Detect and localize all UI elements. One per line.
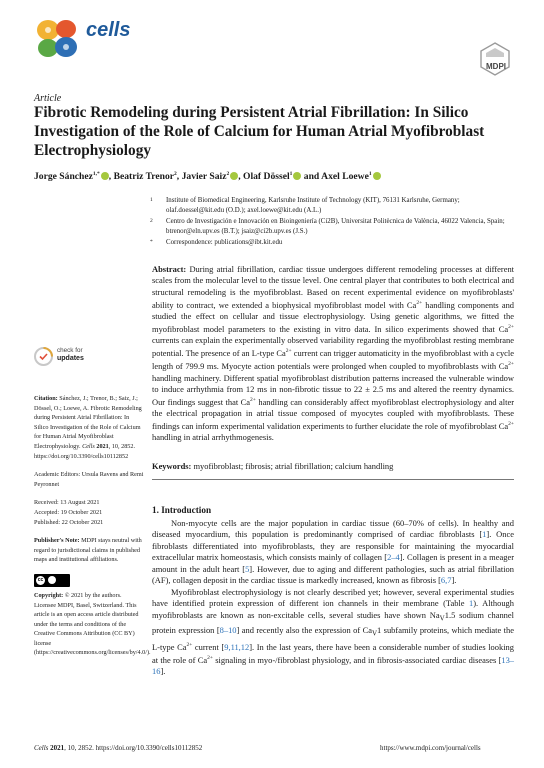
publisher-name: MDPI — [486, 62, 506, 71]
published-date: Published: 22 October 2021 — [34, 518, 104, 526]
body-text: ]. Collagen is present in a meager amount in the adult heart [ — [152, 552, 514, 574]
author-name: Beatriz Trenor — [113, 171, 175, 183]
affiliation-mark: 1 — [150, 197, 153, 203]
abstract-text: During atrial fibrillation, cardiac tissue undergoes different remodeling processes at different scales from the molecular level to the tissue level. One central player that contributes to both electrical and structural remodeling is the myofibroblast. Based on recent experimental evidence on myofibroblasts' ability to contract, we extended a biophysical myofibroblast model with Ca — [152, 264, 515, 310]
section-heading: 1. Introduction — [152, 505, 212, 515]
footer-year: 2021 — [50, 744, 65, 752]
academic-editors: Academic Editors: Ursula Ravens and Remi Peyronnet — [34, 471, 144, 488]
check-updates-icon — [34, 347, 53, 366]
publisher-note-label: Publisher's Note: — [34, 537, 80, 545]
paragraph — [152, 518, 514, 587]
superscript: 2+ — [207, 655, 213, 662]
superscript: 2+ — [186, 641, 193, 648]
abstract-text: handling components and studied the effect on cellular and tissue electrophysiology. Using genetic algorithms, we fitted the myofibroblast model parameters to the existing in vitro data. In silico experiments showed that Ca — [152, 299, 515, 334]
article-info-sidebar — [34, 394, 151, 667]
affiliation-mark: * — [150, 238, 153, 245]
author-name: Jorge Sánchez — [34, 171, 93, 183]
body-text: ] and recently also the expression of Ca — [236, 624, 372, 635]
received-date: Received: 13 August 2021 — [34, 499, 100, 507]
article-type: Article — [34, 93, 62, 104]
reference-link[interactable]: 2–4 — [387, 552, 400, 563]
body-text: ). Although myofibroblasts are known as non-excitable cells, several studies have shown Na — [152, 598, 514, 620]
accepted-date: Accepted: 19 October 2021 — [34, 508, 103, 516]
cells-logo-icon — [34, 16, 80, 60]
copyright-block — [34, 591, 151, 658]
dates-block — [34, 498, 144, 527]
body-text: ]. — [451, 575, 457, 586]
keywords-text: myofibroblast; fibrosis; atrial fibrillation; calcium handling — [193, 461, 394, 471]
body-text: 1.5 sodium channel protein expression [ — [152, 609, 514, 635]
check-updates-line: updates — [57, 354, 84, 362]
affiliation-text: Institute of Biomedical Engineering, Karlsruhe Institute of Technology (KIT), 76131 Karlsruhe, Germany; olaf.doessel@kit.edu (O.D.); axel.loewe@kit.edu (A.L.) — [166, 197, 460, 215]
mdpi-logo-icon — [478, 42, 512, 78]
superscript: 2+ — [285, 348, 292, 355]
footer-journal-url[interactable]: https://www.mdpi.com/journal/cells — [380, 744, 481, 752]
author-connector: and — [303, 171, 320, 183]
by-person-icon — [48, 576, 56, 584]
subscript: V — [439, 614, 445, 623]
body-text: signaling in myo-/fibroblast physiology, and in fibrosis-associated cardiac diseases [ — [212, 654, 502, 665]
citation-label: Citation: — [34, 395, 58, 402]
abstract-text: handling in atrial arrhythmogenesis. — [152, 432, 274, 443]
footer-journal: Cells — [34, 744, 49, 752]
affiliation-item — [150, 196, 514, 217]
footer-citation — [34, 744, 202, 752]
affiliation-text: Correspondence: publications@ibt.kit.edu — [166, 238, 283, 246]
body-text: ]. In the last years, there have been a considerable number of studies looking at the role of Ca — [152, 641, 514, 665]
article-title: Fibrotic Remodeling during Persistent Atrial Fibrillation: In Silico Investigation of the Role of Calcium for Human Atrial Myofibroblast Electrophysiology — [34, 104, 485, 159]
check-updates-text — [57, 347, 84, 362]
reference-link[interactable]: 1 — [482, 529, 487, 540]
author-name: Olaf Dössel — [243, 171, 290, 183]
cc-glyph: cc — [37, 576, 44, 583]
superscript: 2+ — [250, 397, 256, 403]
citation-journal: Cells — [82, 442, 95, 450]
affiliations — [150, 196, 514, 248]
check-updates-line: check for — [57, 347, 83, 354]
body-text: ]. However, due to aging and different pathologies, such as atrial fibrillation (AF), collagen deposit in the cardiac tissue is markedly increased, known as fibrosis [ — [152, 563, 514, 586]
citation-block — [34, 394, 144, 461]
journal-name: cells — [86, 19, 131, 41]
reference-link[interactable]: 13–16 — [152, 654, 514, 677]
citation-year: 2021 — [96, 442, 109, 450]
author-name: Axel Loewe — [321, 171, 369, 183]
orcid-icon[interactable] — [293, 172, 301, 180]
reference-link[interactable]: 8–10 — [219, 624, 237, 635]
orcid-icon[interactable] — [101, 172, 109, 180]
body-text: Myofibroblast electrophysiology is not clearly described yet; however, several experimental studies have identified protein expression of different ion channels in their membrane (Table — [152, 586, 514, 609]
reference-link[interactable]: 9,11,12 — [224, 641, 250, 652]
author-affiliation-mark: 2 — [226, 171, 230, 177]
paragraph — [152, 587, 514, 678]
table-link[interactable]: 1 — [468, 598, 474, 609]
body-text: Non-myocyte cells are the major population in cardiac tissue (60–70% of cells). In healthy and diseased myocardium, this population is predominantly comprised of cardiac fibroblasts [ — [152, 518, 514, 540]
author-affiliation-mark: 1 — [289, 171, 293, 177]
author-name: Javier Saiz — [181, 171, 227, 183]
reference-link[interactable]: 5 — [245, 563, 250, 574]
abstract-text: current can trigger automaticity in the myofibroblast with a cycle length of 799.9 ms. Myocyte action potentials were prolonged when coupled to myofibroblasts with Ca — [152, 348, 514, 372]
superscript: 2+ — [508, 361, 514, 368]
superscript: 2+ — [416, 299, 423, 306]
superscript: 2+ — [508, 324, 514, 331]
keywords — [152, 461, 514, 471]
body-text: ]. Once fibroblasts differentiated into myofibroblasts, they are responsible for maintaining the myocardial extracellular matrix homeostasis, which consists mainly of collagen [ — [152, 529, 514, 563]
citation-text: Sánchez, J.; Trenor, B.; Saiz, J.; Dössel, O.; Loewe, A. Fibrotic Remodeling during Persistent Atrial Fibrillation: In Silico Investigation of the Role of Calcium for Human Atrial Myofibroblast Electrophysiology. — [34, 395, 142, 450]
affiliation-mark: 2 — [150, 217, 153, 224]
cc-by-license-icon[interactable] — [34, 574, 70, 587]
section-divider — [152, 479, 514, 480]
copyright-label: Copyright: — [34, 591, 64, 599]
abstract — [152, 264, 514, 444]
footer-doi[interactable]: , 10, 2852. https://doi.org/10.3390/cells10112852 — [64, 744, 203, 752]
affiliation-item — [150, 217, 514, 238]
copyright-text: © 2021 by the authors. Licensee MDPI, Basel, Switzerland. This article is an open access article distributed under the terms and conditions of the Creative Commons Attribution (CC BY) license (https://creativecommons.org/licenses/by/4.0/). — [34, 591, 151, 657]
superscript: 2+ — [508, 421, 514, 428]
abstract-text: handling can considerably affect myofibroblast electrophysiology and alter the electrical propagation in atrial tissue composed of myocytes coupled with myofibroblasts. These findings can inform experimental validation experiments to further elucidate the role of myofibroblast Ca — [152, 396, 515, 432]
orcid-icon[interactable] — [230, 172, 238, 180]
author-affiliation-mark: 1,* — [92, 171, 100, 177]
affiliation-text: Centro de Investigación e Innovación en Bioingeniería (Ci2B), Universitat Politècnica de València, 46022 Valencia, Spain; btrenor@eln.upv.es (B.T.); jsaiz@ci2b.upv.es (J.S.) — [166, 217, 505, 236]
abstract-text: handling machinery. Different spatial myofibroblast distribution patterns increased the vulnerable window to induce arrhythmia from 12 ms in non-fibrotic tissue to 22 ± 2.5 ms and altered the reentry dynamics. Our findings suggest that Ca — [152, 372, 514, 407]
body-text: current [ — [192, 641, 225, 652]
publisher-note — [34, 536, 144, 565]
citation-doi[interactable]: , 10, 2852. https://doi.org/10.3390/cells10112852 — [34, 442, 136, 460]
orcid-icon[interactable] — [373, 172, 381, 180]
author-affiliation-mark: 2 — [174, 171, 177, 177]
body-text: 1 subfamily proteins, which mediate the L-type Ca — [152, 624, 514, 652]
reference-link[interactable]: 6,7 — [440, 575, 452, 586]
subscript: V — [371, 629, 378, 638]
author-affiliation-mark: 1 — [368, 171, 372, 177]
check-for-updates-badge[interactable] — [34, 347, 106, 377]
affiliation-item — [150, 238, 514, 248]
body-text: ]. — [160, 666, 166, 677]
author-list: Jorge Sánchez$^{1,*}$ , Beatriz Trenor$^2$, Javier Saiz$^2$ , Olaf Dössel$^1$ and Axel Loewe$^1$ — [34, 171, 514, 182]
introduction-body — [152, 518, 514, 678]
publisher-note-text: MDPI stays neutral with regard to jurisdictional claims in published maps and institutional affiliations. — [34, 537, 142, 564]
abstract-text: currents can explain the experimentally observed variability regarding the myofibroblast resting membrane potential. The presence of an L-type Ca — [152, 335, 514, 359]
abstract-label: Abstract: — [152, 264, 187, 274]
keywords-label: Keywords: — [152, 461, 192, 471]
